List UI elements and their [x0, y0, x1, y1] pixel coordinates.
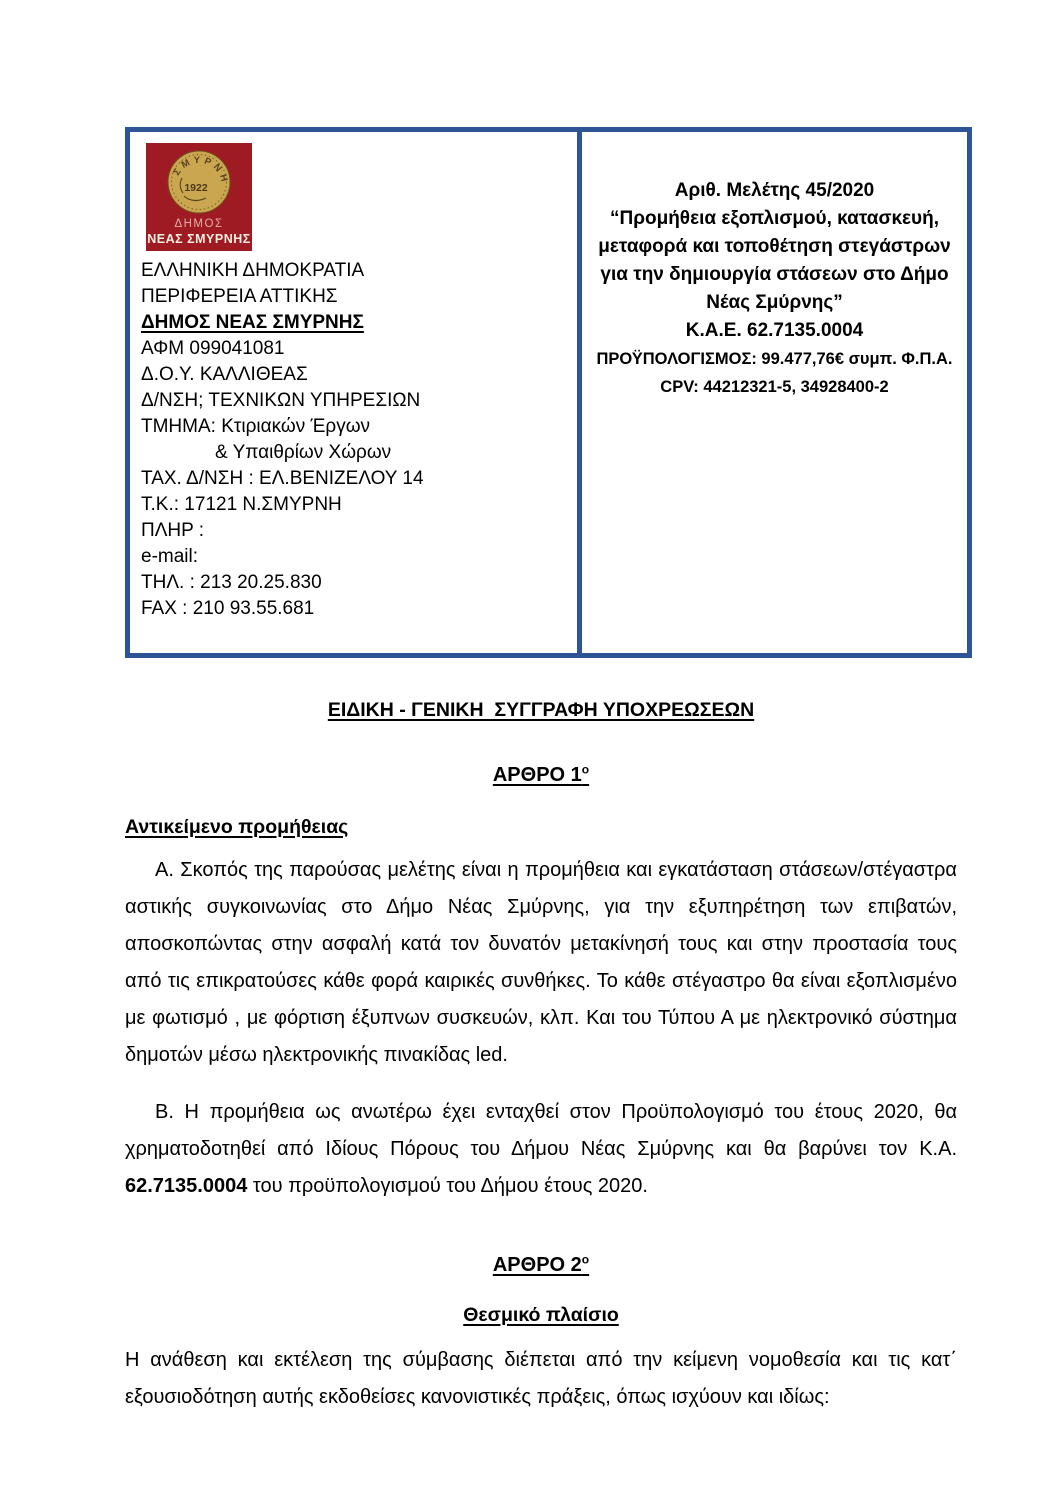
agency-line-department-2: & Υπαιθρίων Χώρων	[215, 442, 392, 463]
project-title-line-3: για την δημιουργία στάσεων στο Δήμο	[600, 264, 949, 285]
header-box	[125, 127, 972, 658]
agency-line-fax: FAX : 210 93.55.681	[141, 598, 315, 619]
agency-line-department: ΤΜΗΜΑ: Κτιριακών Έργων	[141, 416, 371, 437]
article-1-paragraph-a: Α. Σκοπός της παρούσας μελέτης είναι η προμήθεια και εγκατάσταση στάσεων/στέγαστρα αστικής συγκοινωνίας στο Δήμο Νέας Σμύρνης, για την εξυπηρέτηση των επιβατών, αποσκοπώντας στην ασφαλή κατά τον δυνατόν μετακίνησή τους και στην προστασία τους από τις επικρατούσες κάθε φορά καιρικές συνθήκες. Το κάθε στέγαστρο θα είναι εξοπλισμένο με φωτισμό , με φόρτιση έξυπνων συσκευών, κλπ. Και του Τύπου Α με ηλεκτρονικό σύστημα δημοτών μέσω ηλεκτρονικής πινακίδας led.	[125, 858, 957, 1066]
article-2-title: ΑΡΘΡΟ $2^o$	[492, 1252, 590, 1277]
agency-line-afm: ΑΦΜ 099041081	[141, 338, 285, 359]
article-1-heading: Αντικείμενο προμήθειας	[125, 815, 349, 838]
kae-line: Κ.Α.Ε. 62.7135.0004	[685, 320, 864, 341]
agency-info-cell	[130, 132, 582, 653]
study-number-line: Αριθ. Μελέτης 45/2020	[674, 180, 875, 201]
document-title	[125, 697, 957, 723]
project-title-line-4: Νέας Σμύρνης”	[706, 292, 843, 313]
project-info-cell	[582, 132, 967, 653]
logo-title-top: ΔΗΜΟΣ	[174, 218, 224, 230]
document-body	[125, 697, 957, 1436]
agency-line-phone: ΤΗΛ. : 213 20.25.830	[141, 572, 322, 593]
document-title-text: ΕΙΔΙΚΗ - ΓΕΝΙΚΗ ΣΥΓΓΡΑΦΗ ΥΠΟΧΡΕΩΣΕΩΝ	[327, 699, 755, 721]
agency-line-municipality: ΔΗΜΟΣ ΝΕΑΣ ΣΜΥΡΝΗΣ	[141, 312, 364, 333]
article-2-heading: Θεσμικό πλαίσιο	[463, 1304, 619, 1327]
agency-line-doy: Δ.Ο.Υ. ΚΑΛΛΙΘΕΑΣ	[141, 364, 308, 385]
agency-line-email: e-mail:	[141, 546, 199, 567]
municipality-seal-logo	[146, 143, 252, 251]
cpv-line: CPV: 44212321-5, 34928400-2	[660, 378, 889, 396]
agency-line-contact: ΠΛΗΡ :	[141, 520, 205, 541]
coin-arc-text: ΣΜΥΡΝΗ	[171, 154, 231, 187]
budget-line: ΠΡΟΫΠΟΛΟΓΙΣΜΟΣ: 99.477,76€ συμπ. Φ.Π.Α.	[596, 350, 953, 368]
coin-year: 1922	[184, 182, 208, 194]
budget-code-bold: 62.7135.0004	[125, 1174, 248, 1197]
article-2-paragraph: Η ανάθεση και εκτέλεση της σύμβασης διέπεται από την κείμενη νομοθεσία και τις κατ΄ εξουσιοδότηση αυτής εκδοθείσες κανονιστικές πράξεις, όπως ισχύουν και ιδίως:	[125, 1349, 957, 1409]
article-1-paragraph-b: Β. Η προμήθεια ως ανωτέρω έχει ενταχθεί στον Προϋπολογισμό του έτους 2020, θα χρηματοδοτηθεί από Ιδίους Πόρους του Δήμου Νέας Σμύρνης και θα βαρύνει τον Κ.Α. 62.7135.0004 του προϋπολογισμού του Δήμου έτους 2020.	[125, 1100, 957, 1197]
agency-line-directorate: Δ/ΝΣΗ; ΤΕΧΝΙΚΩΝ ΥΠΗΡΕΣΙΩΝ	[141, 390, 421, 411]
agency-line-address: ΤΑΧ. Δ/ΝΣΗ : ΕΛ.ΒΕΝΙΖΕΛΟΥ 14	[141, 468, 424, 489]
agency-line-country: ΕΛΛΗΝΙΚΗ ΔΗΜΟΚΡΑΤΙΑ	[141, 260, 365, 281]
logo-title-bottom: ΝΕΑΣ ΣΜΥΡΝΗΣ	[147, 232, 251, 246]
article-1-title-sup: ο	[581, 762, 590, 776]
agency-line-region: ΠΕΡΙΦΕΡΕΙΑ ΑΤΤΙΚΗΣ	[141, 286, 338, 307]
agency-line-postcode: Τ.Κ.: 17121 Ν.ΣΜΥΡΝΗ	[141, 494, 342, 515]
article-1-title: ΑΡΘΡΟ $1^o$	[492, 762, 590, 786]
project-title-line-2: μεταφορά και τοποθέτηση στεγάστρων	[598, 236, 951, 257]
project-title-line-1: “Προμήθεια εξοπλισμού, κατασκευή,	[609, 208, 940, 229]
article-2-title-sup: ο	[581, 1252, 590, 1267]
